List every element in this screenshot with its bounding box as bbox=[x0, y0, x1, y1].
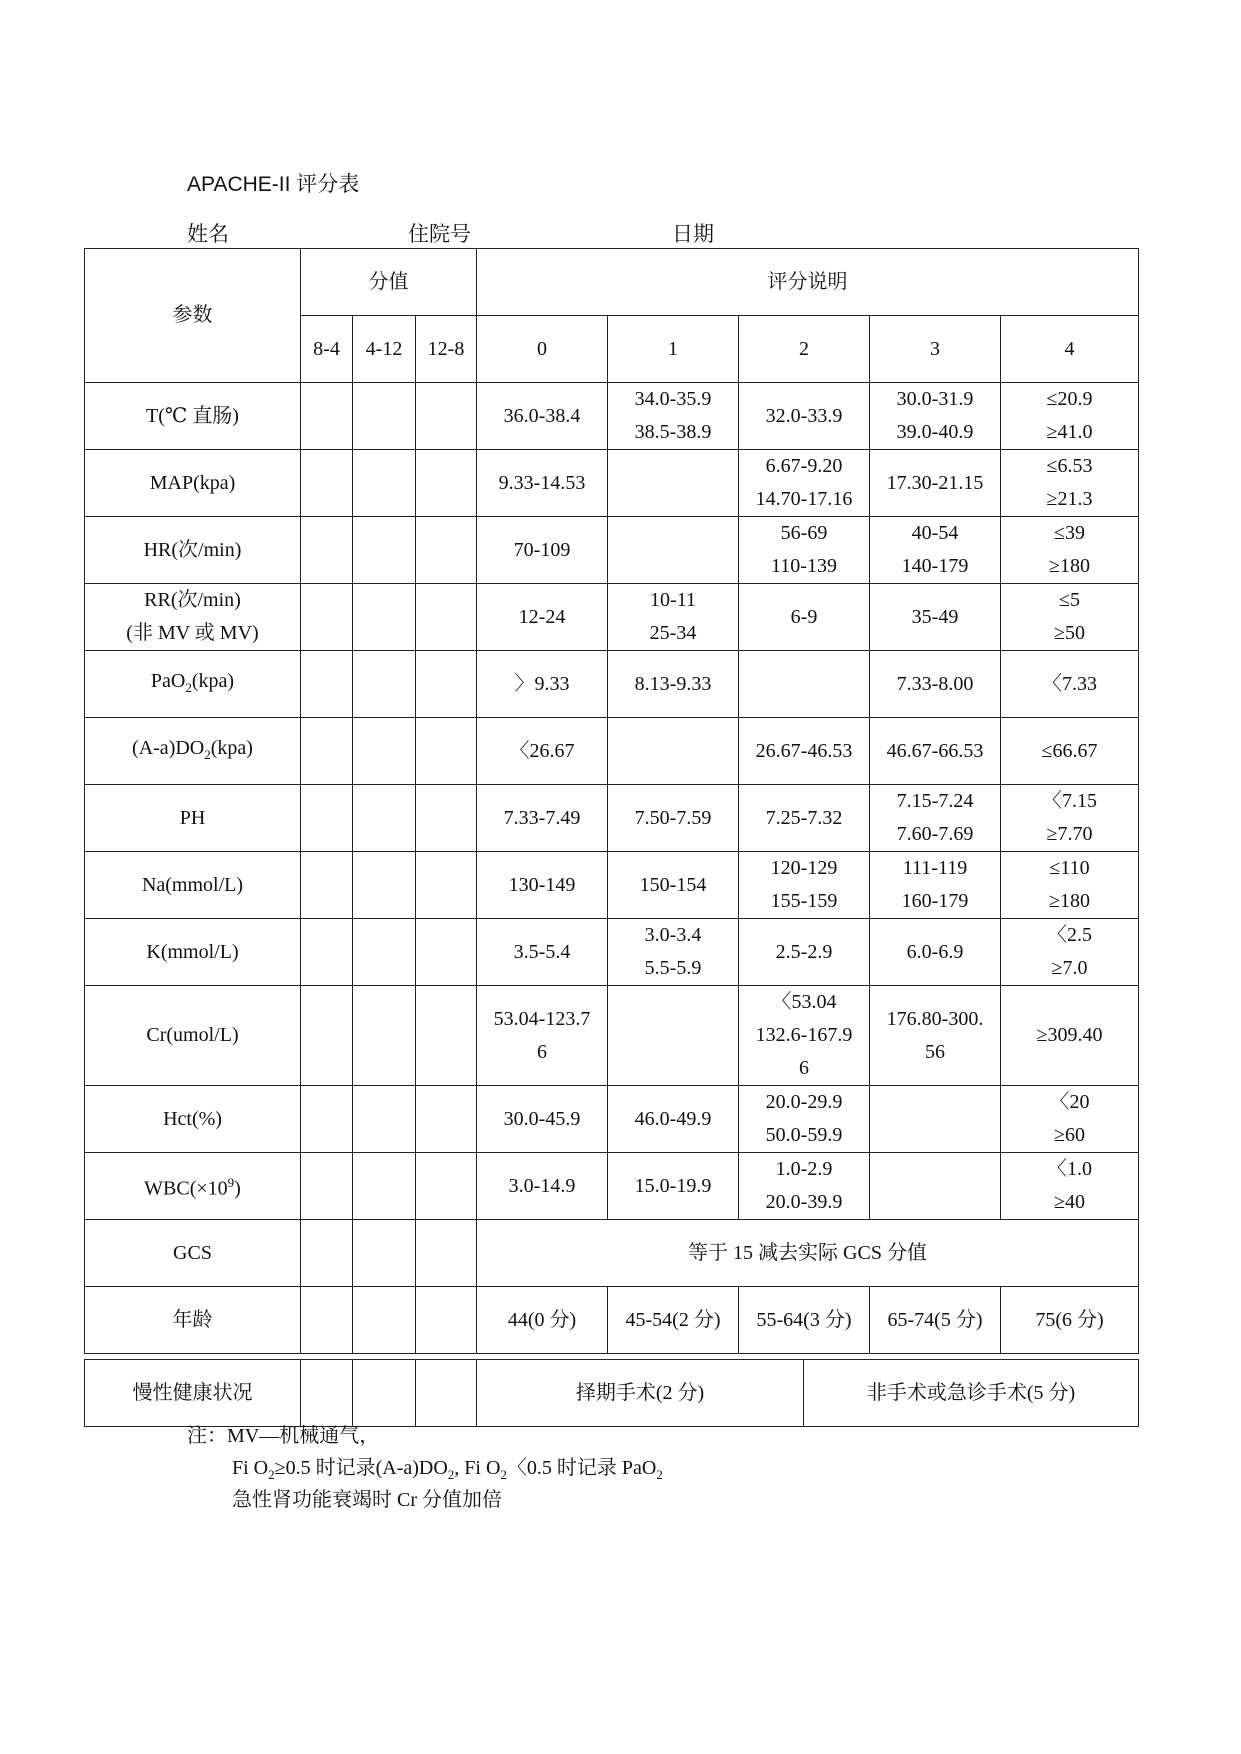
range-line: 56 bbox=[925, 1040, 945, 1063]
range-cell bbox=[608, 584, 739, 651]
range-cell bbox=[739, 852, 870, 919]
label-part: (A-a)DO bbox=[132, 736, 205, 759]
score-cell bbox=[353, 852, 416, 919]
points-2: 2 bbox=[739, 316, 870, 383]
range-line: 132.6-167.9 bbox=[755, 1024, 853, 1046]
param-label-line: (非 MV 或 MV) bbox=[126, 622, 259, 644]
range-cell: 44(0 分) bbox=[477, 1287, 608, 1354]
label-part: (kpa) bbox=[210, 736, 253, 759]
score-cell bbox=[301, 1153, 353, 1220]
range-cell: 36.0-38.4 bbox=[477, 383, 608, 450]
label-part: (kpa) bbox=[191, 669, 235, 692]
range-cell: 32.0-33.9 bbox=[739, 383, 870, 450]
range-line: 7.15-7.24 bbox=[896, 790, 974, 812]
range-cell: 〈7.33 bbox=[1001, 651, 1139, 718]
range-line: 1.0-2.9 bbox=[775, 1158, 833, 1180]
range-line: 40-54 bbox=[911, 522, 959, 544]
param-label: Hct(%) bbox=[85, 1086, 301, 1153]
range-cell: 9.33-14.53 bbox=[477, 450, 608, 517]
score-cell bbox=[301, 383, 353, 450]
note-subscript: 2 bbox=[500, 1467, 507, 1482]
param-label: T(℃ 直肠) bbox=[85, 383, 301, 450]
range-cell: 7.33-7.49 bbox=[477, 785, 608, 852]
score-cell bbox=[353, 450, 416, 517]
score-cell bbox=[353, 718, 416, 785]
range-cell bbox=[608, 986, 739, 1086]
score-cell bbox=[416, 450, 477, 517]
score-cell bbox=[416, 919, 477, 986]
table-row bbox=[85, 651, 1139, 718]
range-line: 110-139 bbox=[771, 555, 837, 577]
param-label-line: RR(次/min) bbox=[144, 589, 241, 611]
range-line: 38.5-38.9 bbox=[634, 421, 712, 443]
table-row bbox=[85, 852, 1139, 919]
range-cell: 12-24 bbox=[477, 584, 608, 651]
table-row bbox=[85, 1086, 1139, 1153]
range-cell bbox=[608, 517, 739, 584]
range-cell bbox=[1001, 919, 1139, 986]
range-cell: 35-49 bbox=[870, 584, 1001, 651]
score-cell bbox=[416, 517, 477, 584]
range-cell: 2.5-2.9 bbox=[739, 919, 870, 986]
score-cell bbox=[301, 852, 353, 919]
range-cell bbox=[1001, 517, 1139, 584]
score-cell bbox=[301, 1287, 353, 1354]
score-cell bbox=[416, 852, 477, 919]
label-part: PaO bbox=[150, 669, 186, 692]
score-cell bbox=[416, 785, 477, 852]
range-cell: 130-149 bbox=[477, 852, 608, 919]
range-cell: 7.50-7.59 bbox=[608, 785, 739, 852]
range-line: ≤110 bbox=[1049, 857, 1090, 879]
range-cell bbox=[1001, 383, 1139, 450]
range-line: 50.0-59.9 bbox=[765, 1124, 843, 1146]
range-cell: 3.5-5.4 bbox=[477, 919, 608, 986]
range-cell: 3.0-14.9 bbox=[477, 1153, 608, 1220]
range-cell: 7.25-7.32 bbox=[739, 785, 870, 852]
score-cell bbox=[416, 1360, 477, 1427]
range-cell bbox=[1001, 1153, 1139, 1220]
points-3: 3 bbox=[870, 316, 1001, 383]
range-line: ≥7.70 bbox=[1046, 823, 1093, 845]
range-line: 14.70-17.16 bbox=[755, 488, 853, 510]
score-cell bbox=[416, 1287, 477, 1354]
range-line: 111-119 bbox=[902, 857, 968, 879]
score-cell bbox=[353, 383, 416, 450]
range-cell: 6.0-6.9 bbox=[870, 919, 1001, 986]
param-label bbox=[85, 1153, 301, 1220]
range-cell bbox=[1001, 852, 1139, 919]
param-label: MAP(kpa) bbox=[85, 450, 301, 517]
table-row bbox=[85, 919, 1139, 986]
range-line: ≤5 bbox=[1059, 589, 1080, 611]
range-cell: 30.0-45.9 bbox=[477, 1086, 608, 1153]
score-cell bbox=[416, 1153, 477, 1220]
note-subscript: 2 bbox=[268, 1467, 275, 1482]
param-label: 年龄 bbox=[85, 1287, 301, 1354]
elective-surgery-cell: 择期手术(2 分) bbox=[477, 1360, 804, 1427]
range-line: ≥180 bbox=[1049, 555, 1090, 577]
score-cell bbox=[301, 1086, 353, 1153]
points-0: 0 bbox=[477, 316, 608, 383]
range-cell: 150-154 bbox=[608, 852, 739, 919]
score-cell bbox=[416, 718, 477, 785]
range-line: ≤6.53 bbox=[1046, 455, 1093, 477]
score-cell bbox=[301, 785, 353, 852]
label-subscript: 2 bbox=[204, 746, 211, 762]
range-cell bbox=[739, 517, 870, 584]
table-row bbox=[85, 1220, 1139, 1287]
range-line: 3.0-3.4 bbox=[644, 924, 702, 946]
score-cell bbox=[301, 584, 353, 651]
range-line: 6.67-9.20 bbox=[765, 455, 843, 477]
table-row bbox=[85, 517, 1139, 584]
range-line: 10-11 bbox=[650, 589, 696, 611]
table-row bbox=[85, 383, 1139, 450]
range-line: 20.0-39.9 bbox=[765, 1191, 843, 1213]
note-subscript: 2 bbox=[447, 1467, 455, 1482]
score-cell bbox=[353, 1153, 416, 1220]
note-part: ≥0.5 时记录(A-a)DO bbox=[274, 1457, 448, 1479]
range-line: 25-34 bbox=[649, 622, 697, 644]
range-cell: 75(6 分) bbox=[1001, 1287, 1139, 1354]
range-line: 155-159 bbox=[770, 890, 838, 912]
range-cell bbox=[870, 1086, 1001, 1153]
range-cell bbox=[739, 986, 870, 1086]
note-part: Fi O bbox=[232, 1457, 269, 1479]
range-line: ≥7.0 bbox=[1051, 957, 1088, 979]
range-cell bbox=[608, 450, 739, 517]
range-cell: 46.0-49.9 bbox=[608, 1086, 739, 1153]
range-line: 39.0-40.9 bbox=[896, 421, 974, 443]
inpatient-number-label: 住院号 bbox=[408, 222, 471, 246]
range-line: ≥180 bbox=[1049, 890, 1090, 912]
date-label: 日期 bbox=[672, 222, 714, 246]
param-label: Na(mmol/L) bbox=[85, 852, 301, 919]
header-score: 分值 bbox=[301, 249, 477, 316]
range-line: ≥41.0 bbox=[1046, 421, 1093, 443]
apache-score-table bbox=[84, 248, 1139, 1354]
subcol-8-4: 8-4 bbox=[301, 316, 353, 383]
score-cell bbox=[416, 1220, 477, 1287]
points-4: 4 bbox=[1001, 316, 1139, 383]
score-cell bbox=[353, 986, 416, 1086]
range-line: ≥21.3 bbox=[1046, 488, 1093, 510]
range-line: 〈1.0 bbox=[1047, 1158, 1092, 1180]
range-cell: ≥309.40 bbox=[1001, 986, 1139, 1086]
range-line: 〈20 bbox=[1049, 1091, 1090, 1113]
range-cell: 17.30-21.15 bbox=[870, 450, 1001, 517]
range-cell bbox=[870, 785, 1001, 852]
points-1: 1 bbox=[608, 316, 739, 383]
table-row bbox=[85, 1153, 1139, 1220]
score-cell bbox=[301, 1220, 353, 1287]
table-row bbox=[85, 1287, 1139, 1354]
table-row bbox=[85, 1360, 1139, 1427]
range-line: 30.0-31.9 bbox=[896, 388, 974, 410]
range-line: 6 bbox=[537, 1040, 547, 1063]
score-cell bbox=[353, 1220, 416, 1287]
range-line: 34.0-35.9 bbox=[634, 388, 712, 410]
score-cell bbox=[353, 919, 416, 986]
note-part: 〈0.5 时记录 PaO bbox=[506, 1457, 657, 1479]
score-cell bbox=[301, 986, 353, 1086]
range-cell: 8.13-9.33 bbox=[608, 651, 739, 718]
score-cell bbox=[416, 383, 477, 450]
header-param: 参数 bbox=[85, 249, 301, 383]
score-cell bbox=[353, 651, 416, 718]
range-cell bbox=[1001, 450, 1139, 517]
range-line: ≤20.9 bbox=[1046, 388, 1093, 410]
table-row bbox=[85, 450, 1139, 517]
table-row bbox=[85, 785, 1139, 852]
param-label: Cr(umol/L) bbox=[85, 986, 301, 1086]
range-line: ≥60 bbox=[1054, 1124, 1085, 1146]
score-cell bbox=[301, 651, 353, 718]
param-label: HR(次/min) bbox=[85, 517, 301, 584]
score-cell bbox=[301, 517, 353, 584]
range-line: 20.0-29.9 bbox=[765, 1091, 843, 1113]
range-cell: 46.67-66.53 bbox=[870, 718, 1001, 785]
label-part: ) bbox=[234, 1177, 241, 1200]
range-cell: 7.33-8.00 bbox=[870, 651, 1001, 718]
range-line: ≤39 bbox=[1054, 522, 1085, 544]
range-line: 140-179 bbox=[901, 555, 969, 577]
range-cell bbox=[739, 450, 870, 517]
score-cell bbox=[353, 517, 416, 584]
range-cell bbox=[870, 517, 1001, 584]
range-cell bbox=[1001, 1086, 1139, 1153]
score-cell bbox=[353, 584, 416, 651]
range-cell bbox=[739, 1153, 870, 1220]
note-subscript: 2 bbox=[656, 1467, 663, 1482]
score-cell bbox=[301, 718, 353, 785]
range-cell bbox=[739, 1086, 870, 1153]
range-line: 〈7.15 bbox=[1042, 790, 1097, 812]
table-row bbox=[85, 584, 1139, 651]
range-cell bbox=[608, 919, 739, 986]
param-label: 慢性健康状况 bbox=[85, 1360, 301, 1427]
subcol-4-12: 4-12 bbox=[353, 316, 416, 383]
score-cell bbox=[353, 1086, 416, 1153]
range-line: 176.80-300. bbox=[886, 1007, 984, 1030]
range-cell bbox=[1001, 584, 1139, 651]
range-line: ≥50 bbox=[1054, 622, 1085, 644]
gcs-description: 等于 15 减去实际 GCS 分值 bbox=[477, 1220, 1139, 1287]
range-cell: 26.67-46.53 bbox=[739, 718, 870, 785]
name-label: 姓名 bbox=[187, 222, 229, 246]
label-subscript: 2 bbox=[185, 679, 192, 695]
range-line: ≥40 bbox=[1054, 1191, 1085, 1213]
range-cell bbox=[870, 1153, 1001, 1220]
table-row bbox=[85, 718, 1139, 785]
score-cell bbox=[416, 651, 477, 718]
range-cell bbox=[870, 986, 1001, 1086]
score-cell bbox=[353, 785, 416, 852]
note-line-3: 急性肾功能衰竭时 Cr 分值加倍 bbox=[232, 1489, 502, 1511]
range-cell: ≤66.67 bbox=[1001, 718, 1139, 785]
range-cell: 15.0-19.9 bbox=[608, 1153, 739, 1220]
range-cell bbox=[608, 718, 739, 785]
label-superscript: 9 bbox=[227, 1175, 235, 1191]
range-line: 160-179 bbox=[901, 890, 969, 912]
score-cell bbox=[301, 1360, 353, 1427]
range-cell bbox=[870, 383, 1001, 450]
header-row bbox=[85, 249, 1139, 316]
page-title: APACHE-II 评分表 bbox=[187, 173, 360, 196]
range-line: 56-69 bbox=[780, 522, 828, 544]
score-cell bbox=[301, 450, 353, 517]
subcol-12-8: 12-8 bbox=[416, 316, 477, 383]
score-cell bbox=[416, 584, 477, 651]
score-cell bbox=[353, 1360, 416, 1427]
range-line: 5.5-5.9 bbox=[644, 957, 702, 979]
range-cell: 55-64(3 分) bbox=[739, 1287, 870, 1354]
table-row bbox=[85, 986, 1139, 1086]
range-cell: 45-54(2 分) bbox=[608, 1287, 739, 1354]
range-cell: 65-74(5 分) bbox=[870, 1287, 1001, 1354]
range-cell: 〉9.33 bbox=[477, 651, 608, 718]
range-cell: 70-109 bbox=[477, 517, 608, 584]
note-part: , Fi O bbox=[454, 1457, 501, 1479]
param-label bbox=[85, 718, 301, 785]
param-label: K(mmol/L) bbox=[85, 919, 301, 986]
range-line: 〈53.04 bbox=[771, 991, 837, 1013]
note-line-1: 注：MV—机械通气， bbox=[187, 1425, 380, 1447]
range-cell bbox=[870, 852, 1001, 919]
range-cell bbox=[608, 383, 739, 450]
range-line: 7.60-7.69 bbox=[896, 823, 974, 845]
score-cell bbox=[301, 919, 353, 986]
score-cell bbox=[416, 1086, 477, 1153]
param-label: GCS bbox=[85, 1220, 301, 1287]
range-line: 120-129 bbox=[770, 857, 838, 879]
score-cell bbox=[416, 986, 477, 1086]
range-cell bbox=[477, 986, 608, 1086]
label-part: WBC(×10 bbox=[144, 1177, 228, 1200]
param-label bbox=[85, 651, 301, 718]
param-label bbox=[85, 584, 301, 651]
range-cell: 6-9 bbox=[739, 584, 870, 651]
emergency-surgery-cell: 非手术或急诊手术(5 分) bbox=[804, 1360, 1139, 1427]
range-line: 6 bbox=[799, 1057, 809, 1079]
chronic-health-table bbox=[84, 1359, 1139, 1427]
score-cell bbox=[353, 1287, 416, 1354]
range-line: 〈2.5 bbox=[1047, 924, 1092, 946]
range-line: 53.04-123.7 bbox=[493, 1007, 591, 1030]
header-desc: 评分说明 bbox=[477, 249, 1139, 316]
range-cell bbox=[739, 651, 870, 718]
param-label: PH bbox=[85, 785, 301, 852]
range-cell: 〈26.67 bbox=[477, 718, 608, 785]
range-cell bbox=[1001, 785, 1139, 852]
